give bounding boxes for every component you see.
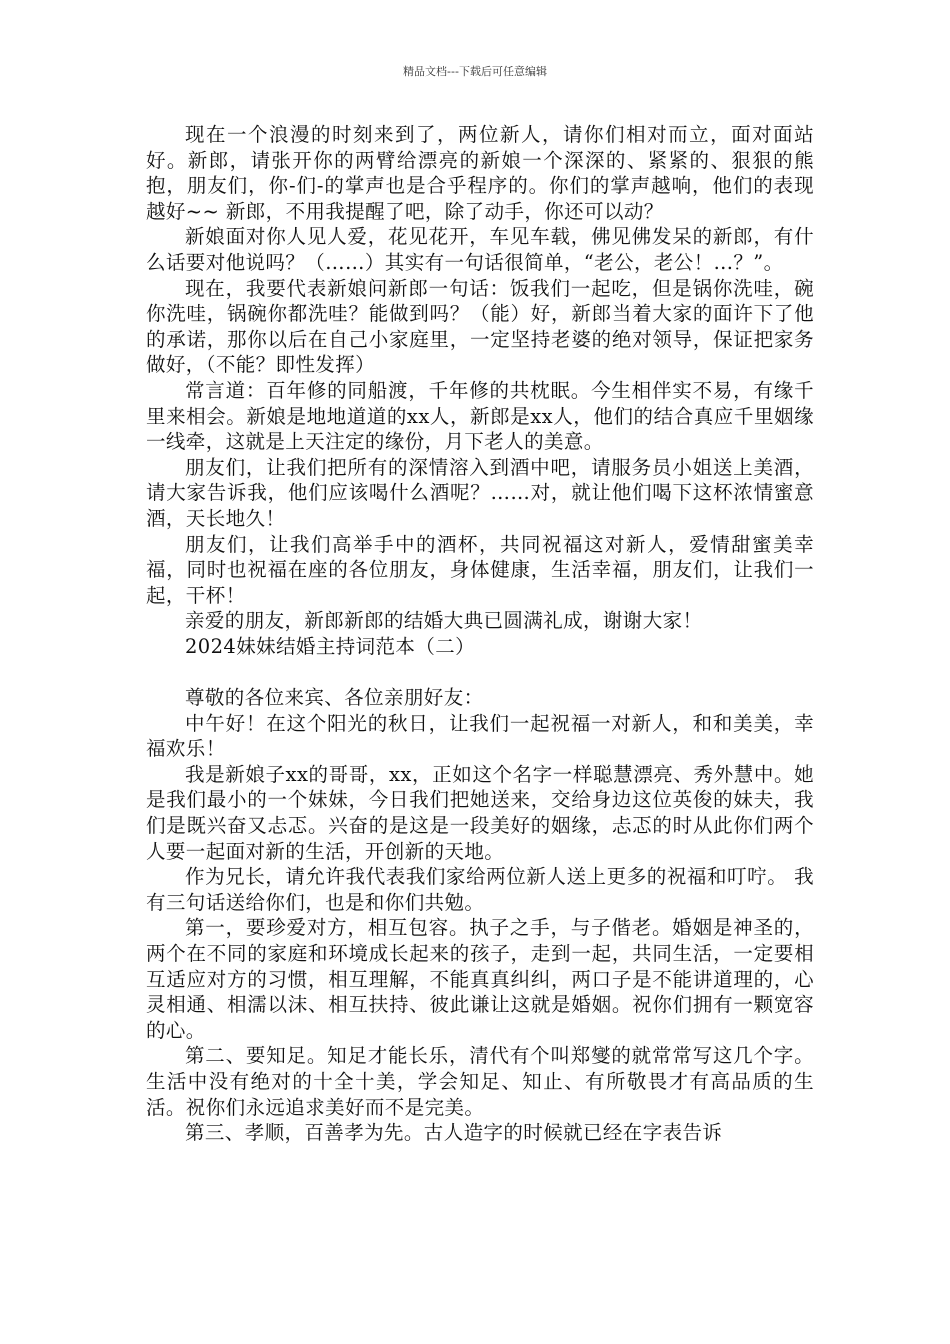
paragraph: 常言道：百年修的同船渡，千年修的共枕眠。今生相伴实不易，有缘千里来相会。新娘是地地道道的xx人，新郎是xx人，他们的结合真应千里姻缘一线牵，这就是上天注定的缘份，月下老人的美意。 [146,378,814,454]
salutation: 尊敬的各位来宾、各位亲朋好友： [185,686,484,710]
paragraph: 第一，要珍爱对方，相互包容。执子之手，与子偕老。婚姻是神圣的，两个在不同的家庭和环境成长起来的孩子，走到一起，共同生活，一定要相互适应对方的习惯，相互理解，不能真真纠纠，两口子是不能讲道理的，心灵相通、相濡以沫、相互扶持、彼此谦让这就是婚姻。祝你们拥有一颗宽容的心。 [146,916,814,1042]
paragraph: 新娘面对你人见人爱，花见花开，车见车载，佛见佛发呆的新郎，有什么话要对他说吗？（……）其实有一句话很简单，“老公，老公！...？”。 [146,225,814,274]
paragraph: 第三、孝顺，百善孝为先。古人造字的时候就已经在字表告诉 [185,1121,723,1145]
paragraph: 现在一个浪漫的时刻来到了，两位新人，请你们相对而立，面对面站好。新郎，请张开你的两臂给漂亮的新娘一个深深的、紧紧的、狠狠的熊抱，朋友们，你-们-的掌声也是合乎程序的。你们的掌声越响，他们的表现越好~~ 新郎，不用我提醒了吧，除了动手，你还可以动？ [146,123,814,223]
paragraph: 现在，我要代表新娘问新郎一句话：饭我们一起吃，但是锅你洗哇，碗你洗哇，锅碗你都洗哇？能做到吗？（能）好，新郎当着大家的面许下了他的承诺，那你以后在自己小家庭里，一定坚持老婆的绝对领导，保证把家务做好，（不能？即性发挥） [146,276,814,377]
blank-line [146,659,814,685]
paragraph: 朋友们，让我们把所有的深情溶入到酒中吧，请服务员小姐送上美酒，请大家告诉我，他们应该喝什么酒呢？……对，就让他们喝下这杯浓情蜜意酒，天长地久！ [146,455,814,530]
paragraph: 作为兄长，请允许我代表我们家给两位新人送上更多的祝福和叮咛。 我有三句话送给你们，也是和你们共勉。 [146,865,814,914]
paragraph: 中午好！在这个阳光的秋日，让我们一起祝福一对新人，和和美美，幸福欢乐！ [146,711,814,761]
paragraph: 亲爱的朋友，新郎新郎的结婚大典已圆满礼成，谢谢大家！ [185,609,703,633]
document-body [146,122,814,1146]
section-title: 2024妹妹结婚主持词范本（二） [185,634,476,658]
paragraph: 第二、要知足。知足才能长乐，清代有个叫郑燮的就常常写这几个字。生活中没有绝对的十全十美，学会知足、知止、有所敬畏才有高品质的生活。祝你们永远追求美好而不是完美。 [146,1044,814,1119]
paragraph: 我是新娘子xx的哥哥，xx，正如这个名字一样聪慧漂亮、秀外慧中。她是我们最小的一个妹妹，今日我们把她送来，交给身边这位英俊的妹夫，我们是既兴奋又忐忑。兴奋的是这是一段美好的姻缘，忐忑的时从此你们两个人要一起面对新的生活，开创新的天地。 [146,762,814,863]
page-header: 精品文档---下载后可任意编辑 [403,65,547,78]
paragraph: 朋友们，让我们高举手中的酒杯，共同祝福这对新人，爱情甜蜜美幸福，同时也祝福在座的各位朋友，身体健康，生活幸福，朋友们，让我们一起，干杯！ [146,532,814,607]
